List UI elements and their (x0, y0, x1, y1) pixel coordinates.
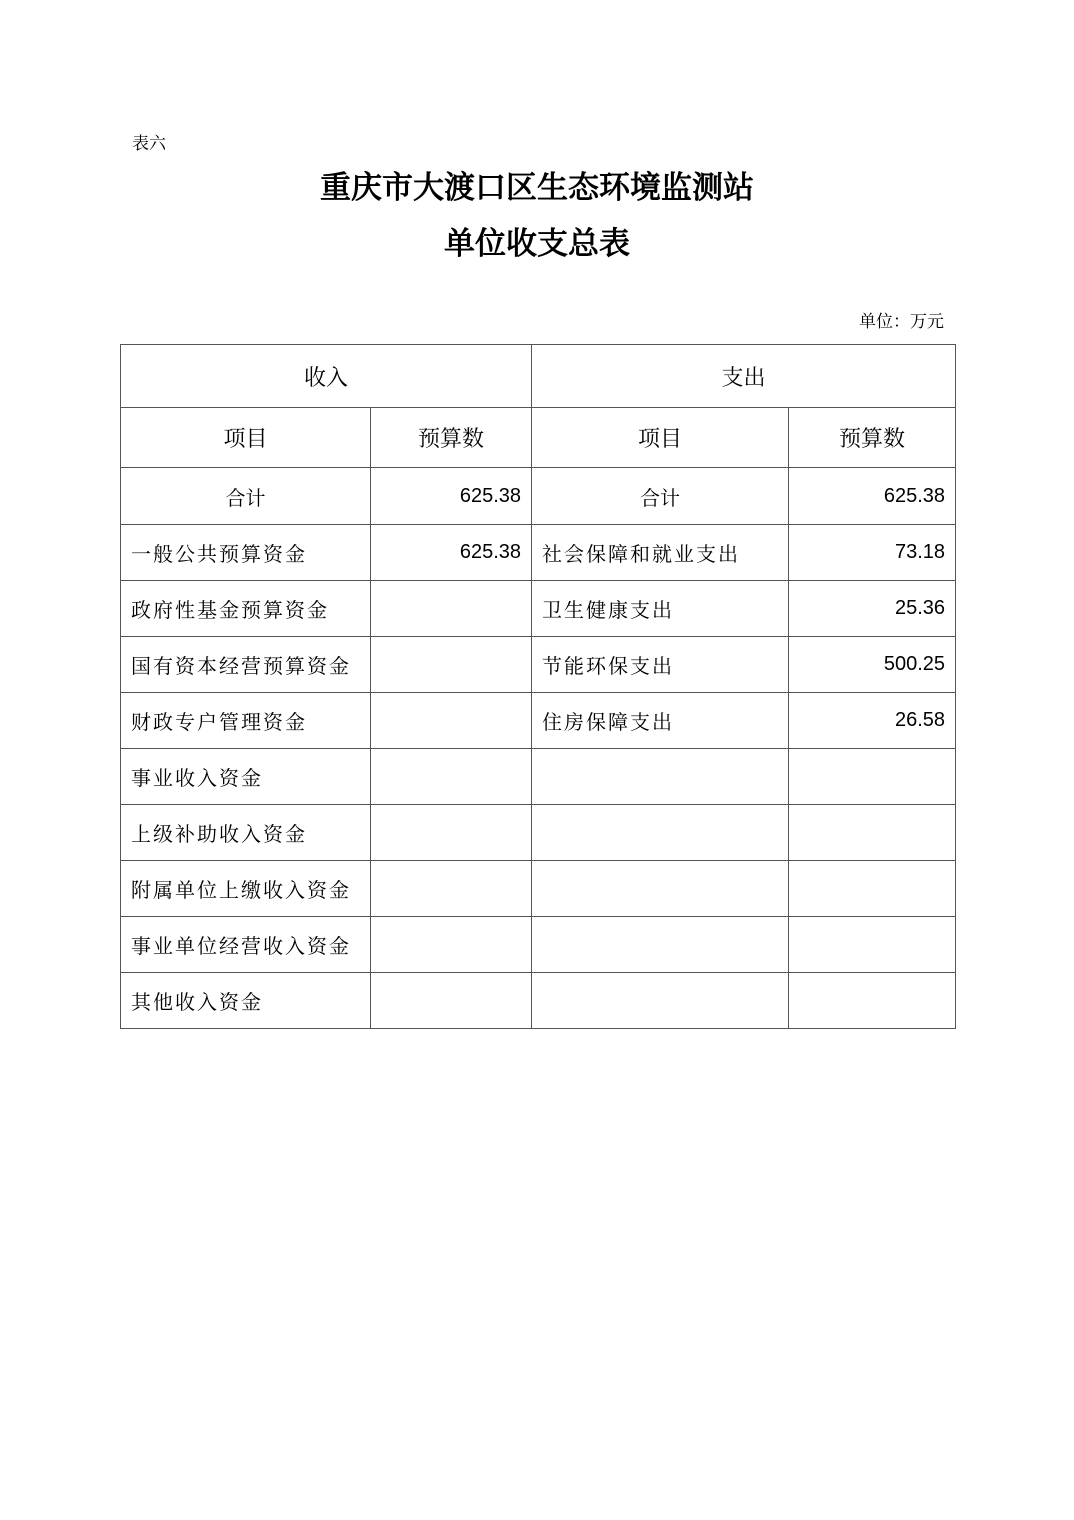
income-item-col-header: 项目 (121, 408, 371, 468)
expense-value-cell (789, 749, 956, 805)
table-row (121, 693, 956, 749)
expense-section-header: 支出 (532, 345, 956, 408)
income-value-cell (371, 581, 532, 637)
income-total-value: 625.38 (371, 468, 532, 525)
table-row (121, 861, 956, 917)
section-header-row (121, 345, 956, 408)
expense-value-cell (789, 861, 956, 917)
income-item-cell: 事业收入资金 (121, 749, 371, 805)
income-value-cell (371, 917, 532, 973)
expense-value-cell (789, 805, 956, 861)
income-value-cell (371, 637, 532, 693)
table-row (121, 805, 956, 861)
expense-value-cell: 25.36 (789, 581, 956, 637)
table-label: 表六 (132, 134, 166, 154)
expense-budget-col-header: 预算数 (789, 408, 956, 468)
income-value-cell (371, 973, 532, 1029)
table-row (121, 973, 956, 1029)
expense-total-value: 625.38 (789, 468, 956, 525)
income-item-cell: 上级补助收入资金 (121, 805, 371, 861)
budget-summary-table (120, 344, 956, 1029)
income-item-cell: 国有资本经营预算资金 (121, 637, 371, 693)
expense-item-cell: 住房保障支出 (532, 693, 789, 749)
expense-value-cell: 73.18 (789, 525, 956, 581)
expense-item-cell (532, 917, 789, 973)
income-section-header: 收入 (121, 345, 532, 408)
income-budget-col-header: 预算数 (371, 408, 532, 468)
income-total-label: 合计 (121, 468, 371, 525)
expense-item-col-header: 项目 (532, 408, 789, 468)
expense-total-label: 合计 (532, 468, 789, 525)
expense-value-cell (789, 917, 956, 973)
table-row (121, 749, 956, 805)
document-title-line1: 重庆市大渡口区生态环境监测站 (320, 170, 754, 206)
table-row (121, 581, 956, 637)
income-item-cell: 一般公共预算资金 (121, 525, 371, 581)
income-item-cell: 事业单位经营收入资金 (121, 917, 371, 973)
income-item-cell: 附属单位上缴收入资金 (121, 861, 371, 917)
expense-value-cell: 26.58 (789, 693, 956, 749)
expense-item-cell (532, 805, 789, 861)
income-value-cell (371, 805, 532, 861)
unit-label: 单位：万元 (859, 312, 944, 332)
expense-item-cell (532, 749, 789, 805)
total-row (121, 468, 956, 525)
income-item-cell: 财政专户管理资金 (121, 693, 371, 749)
expense-value-cell: 500.25 (789, 637, 956, 693)
table-row (121, 525, 956, 581)
income-item-cell: 政府性基金预算资金 (121, 581, 371, 637)
expense-item-cell: 节能环保支出 (532, 637, 789, 693)
income-value-cell: 625.38 (371, 525, 532, 581)
column-header-row (121, 408, 956, 468)
income-value-cell (371, 693, 532, 749)
document-title-line2: 单位收支总表 (444, 226, 630, 262)
expense-item-cell: 社会保障和就业支出 (532, 525, 789, 581)
table-row (121, 637, 956, 693)
expense-item-cell: 卫生健康支出 (532, 581, 789, 637)
expense-item-cell (532, 861, 789, 917)
income-item-cell: 其他收入资金 (121, 973, 371, 1029)
expense-value-cell (789, 973, 956, 1029)
income-value-cell (371, 861, 532, 917)
income-value-cell (371, 749, 532, 805)
expense-item-cell (532, 973, 789, 1029)
table-row (121, 917, 956, 973)
